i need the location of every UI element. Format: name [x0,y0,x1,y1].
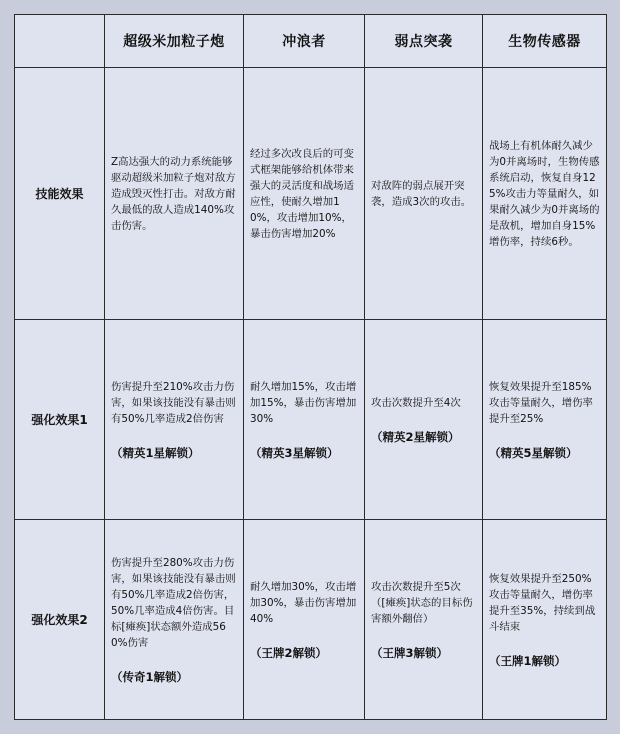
table-cell [244,68,365,320]
table-cell [483,520,607,720]
header-skill-4: 生物传感器 [483,15,607,68]
table-row [15,320,607,520]
cell-description: 经过多次改良后的可变式框架能够给机体带来强大的灵活度和战场适应性，使耐久增加10%，攻击增加10%，暴击伤害增加20% [250,147,354,240]
cell-description: 耐久增加30%，攻击增加30%，暴击伤害增加40% [250,580,357,625]
row-label: 强化效果1 [15,320,105,520]
unlock-condition: （传奇1解锁） [111,669,189,684]
table-cell [483,320,607,520]
cell-description: 恢复效果提升至185%攻击等量耐久，增伤率提升至25% [489,380,593,425]
unlock-condition: （精英5星解锁） [489,445,578,460]
header-row [15,15,607,68]
row-label: 强化效果2 [15,520,105,720]
cell-description: 耐久增加15%，攻击增加15%，暴击伤害增加30% [250,380,357,425]
unlock-condition: （精英3星解锁） [250,445,339,460]
cell-description: 攻击次数提升至5次（[瘫痪]状态的目标伤害额外翻倍） [371,580,473,625]
table-cell [244,320,365,520]
cell-description: 伤害提升至210%攻击力伤害，如果该技能没有暴击则有50%几率造成2倍伤害 [111,380,236,425]
table-cell [483,68,607,320]
skill-table-container [14,14,606,718]
table-cell [365,520,483,720]
header-skill-3: 弱点突袭 [365,15,483,68]
cell-description: 伤害提升至280%攻击力伤害，如果该技能没有暴击则有50%几率造成2倍伤害，50%几率造成4倍伤害。目标[瘫痪]状态额外造成560%伤害 [111,556,236,649]
unlock-condition: （精英2星解锁） [371,429,460,444]
row-label: 技能效果 [15,68,105,320]
unlock-condition: （王牌1解锁） [489,653,567,668]
table-row [15,68,607,320]
header-skill-1: 超级米加粒子炮 [105,15,244,68]
header-skill-2: 冲浪者 [244,15,365,68]
skill-table [14,14,607,720]
unlock-condition: （精英1星解锁） [111,445,200,460]
table-cell [105,520,244,720]
unlock-condition: （王牌3解锁） [371,645,449,660]
table-cell [105,320,244,520]
cell-description: 攻击次数提升至4次 [371,396,461,409]
table-cell [365,68,483,320]
table-row [15,520,607,720]
table-cell [365,320,483,520]
header-corner-cell [15,15,105,68]
cell-description: 战场上有机体耐久减少为0并离场时，生物传感系统启动，恢复自身125%攻击力等量耐久，如果耐久减少为0并离场的是敌机，增加自身15%增伤率，持续6秒。 [489,139,600,248]
cell-description: 恢复效果提升至250%攻击等量耐久，增伤率提升至35%，持续到战斗结束 [489,572,596,633]
table-cell [244,520,365,720]
unlock-condition: （王牌2解锁） [250,645,328,660]
table-cell [105,68,244,320]
cell-description: 对敌阵的弱点展开突袭，造成3次的攻击。 [371,179,472,208]
cell-description: Z高达强大的动力系统能够驱动超级米加粒子炮对敌方造成毁灭性打击。对敌方耐久最低的敌人造成140%攻击伤害。 [111,155,236,232]
